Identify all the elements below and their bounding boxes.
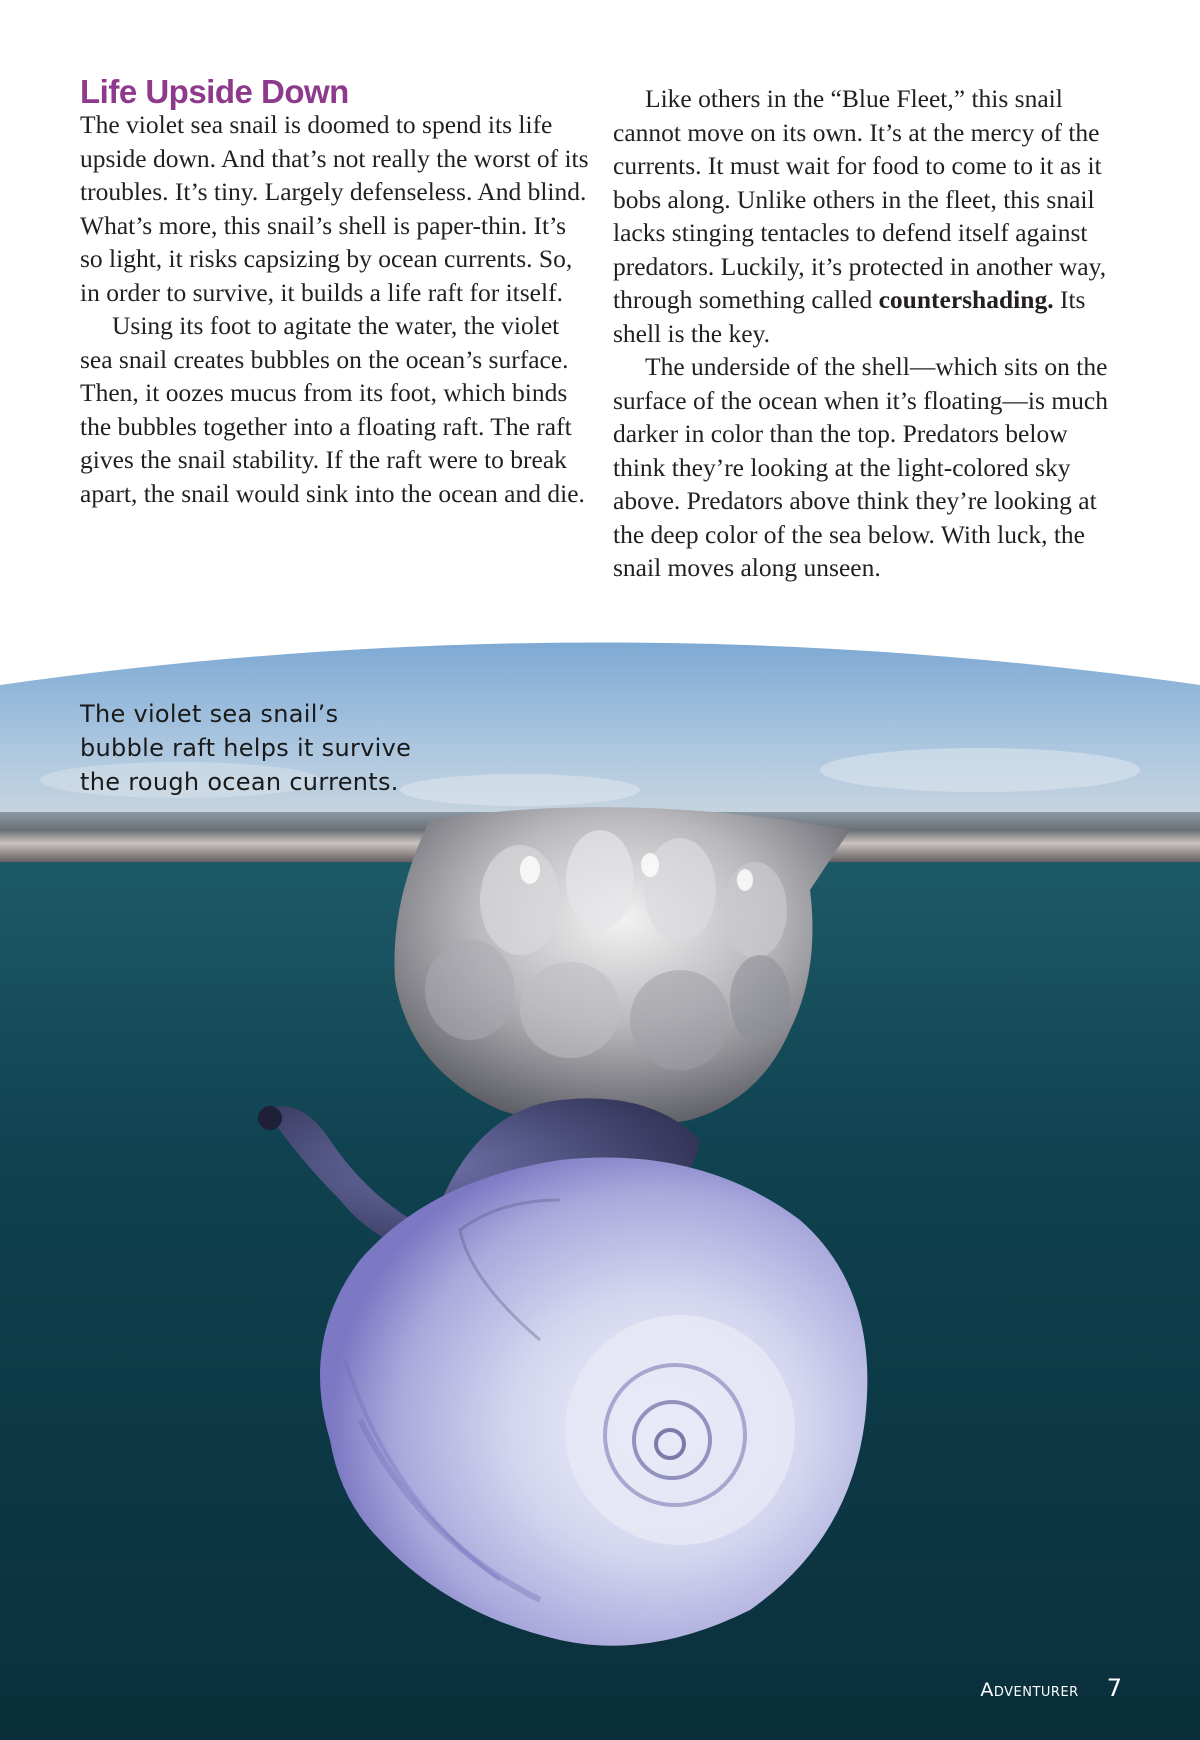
paragraph-3 [613,82,1123,350]
paragraph-4: The underside of the shell—which sits on the surface of the ocean when it’s floating—is much darker in color than the top. Predators below think they’re looking at the light-colored sky above. Predators above think they’re looking at the deep color of the sea below. With luck, the snail moves along unseen. [613,352,1108,582]
article-heading: Life Upside Down [80,73,349,110]
paragraph-1: The violet sea snail is doomed to spend its life upside down. And that’s not really the worst of its troubles. It’s tiny. Largely defenseless. And blind. What’s more, this snail’s shell is paper-thin. It’s so light, it risks capsizing by ocean currents. So, in order to survive, it builds a life raft for itself. [80,110,589,307]
page-number: 7 [1106,1674,1122,1702]
article-left-column [80,72,590,510]
paragraph-2: Using its foot to agitate the water, the violet sea snail creates bubbles on the ocean’s surface. Then, it oozes mucus from its foot, which binds the bubbles together into a floating raft. The raft gives the snail stability. If the raft were to break apart, the snail would sink into the ocean and die. [80,311,585,508]
snail-photo [0,640,1200,1740]
paragraph-3-end: Its shell is the key. [613,285,1086,348]
magazine-name: Adventurer [980,1679,1079,1701]
article-right-column [613,82,1123,585]
term-countershading: countershading. [878,285,1054,314]
paragraph-3-text: Like others in the “Blue Fleet,” this snail cannot move on its own. It’s at the mercy of the currents. It must wait for food to come to it as it bobs along. Unlike others in the fleet, this snail lacks stinging tentacles to defend itself against predators. Luckily, it’s protected in another way, through something called [613,84,1107,314]
page-footer [980,1674,1122,1702]
photo-caption: The violet sea snail’s bubble raft helps it survive the rough ocean currents. [80,700,412,796]
